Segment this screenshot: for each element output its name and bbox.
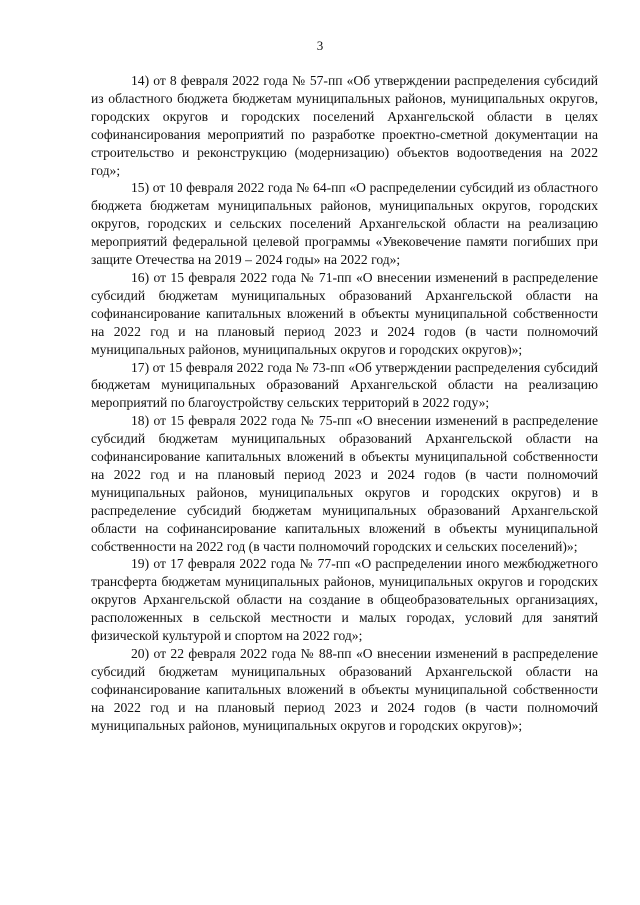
list-item-19: 19) от 17 февраля 2022 года № 77-пп «О распределении иного межбюджетного трансферта бюджетам муниципальных районов, муниципальных округов и городских округов Архангельской области на создание в общеобразовательных организациях, расположенных в сельской местности и малых городах, условий для занятий физической культурой и спортом на 2022 год»;	[91, 556, 598, 644]
list-item-15: 15) от 10 февраля 2022 года № 64-пп «О распределении субсидий из областного бюджета бюджетам муниципальных районов, муниципальных округов, городских округов, городских и сельских поселений Архангельской области на реализацию мероприятий федеральной целевой программы «Увековечение памяти погибших при защите Отечества на 2019 – 2024 годы» на 2022 год»;	[91, 180, 598, 268]
list-item-16: 16) от 15 февраля 2022 года № 71-пп «О внесении изменений в распределение субсидий бюджетам муниципальных образований Архангельской области на софинансирование капитальных вложений в объекты муниципальной собственности на 2022 год и на плановый период 2023 и 2024 годов (в части полномочий муниципальных районов, муниципальных округов и городских округов)»;	[91, 269, 598, 357]
document-body	[91, 72, 598, 735]
list-item-14: 14) от 8 февраля 2022 года № 57-пп «Об утверждении распределения субсидий из областного бюджета бюджетам муниципальных районов, муниципальных округов, городских округов и городских поселений Архангельской области в целях софинансирования мероприятий по разработке проектно-сметной документации на строительство и реконструкцию (модернизацию) объектов водоотведения на 2022 год»;	[91, 73, 598, 178]
list-item-17: 17) от 15 февраля 2022 года № 73-пп «Об утверждении распределения субсидий бюджетам муниципальных образований Архангельской области на реализацию мероприятий по благоустройству сельских территорий в 2022 году»;	[91, 359, 598, 411]
page-number: 3	[316, 38, 324, 53]
list-item-18: 18) от 15 февраля 2022 года № 75-пп «О внесении изменений в распределение субсидий бюджетам муниципальных образований Архангельской области на софинансирование капитальных вложений в объекты муниципальной собственности на 2022 год и на плановый период 2023 и 2024 годов (в части полномочий муниципальных районов, муниципальных округов и городских округов) и в распределение субсидий бюджетам муниципальных образований Архангельской области на софинансирование капитальных вложений в объекты муниципальной собственности на 2022 год (в части полномочий городских и сельских поселений)»;	[91, 413, 598, 554]
list-item-20: 20) от 22 февраля 2022 года № 88-пп «О внесении изменений в распределение субсидий бюджетам муниципальных образований Архангельской области на софинансирование капитальных вложений в объекты муниципальной собственности на 2022 год и на плановый период 2023 и 2024 годов (в части полномочий муниципальных районов, муниципальных округов и городских округов)»;	[91, 646, 598, 733]
